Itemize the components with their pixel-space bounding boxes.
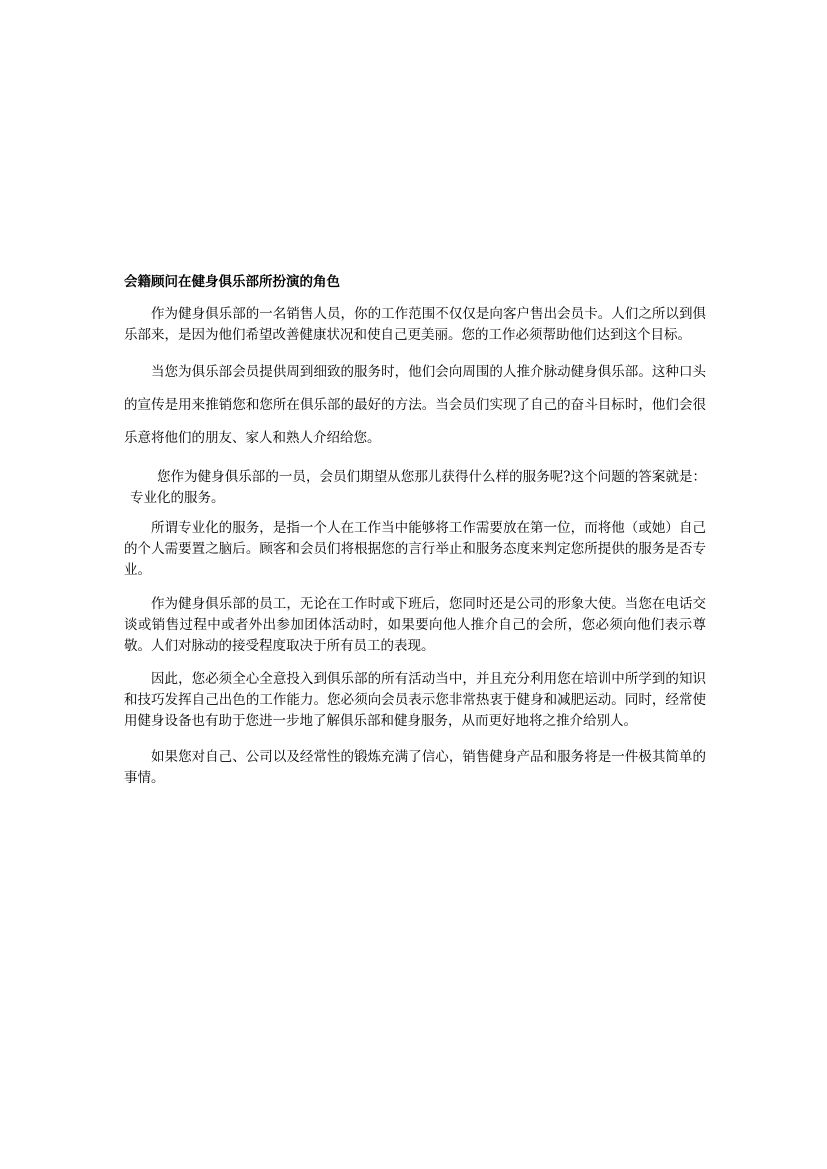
paragraph-7: 如果您对自己、公司以及经常性的锻炼充满了信心，销售健身产品和服务将是一件极其简单的事情。 (124, 749, 706, 786)
paragraph-5: 作为健身俱乐部的员工，无论在工作时或下班后，您同时还是公司的形象大使。当您在电话交谈或销售过程中或者外出参加团体活动时，如果要向他人推介自己的会所，您必须向他们表示尊敬。人们对脉动的接受程度取决于所有员工的表现。 (124, 596, 706, 654)
paragraph-3: 您作为健身俱乐部的一员，会员们期望从您那儿获得什么样的服务呢?这个问题的答案就是：专业化的服务。 (130, 469, 706, 506)
paragraph-2: 当您为俱乐部会员提供周到细致的服务时，他们会向周围的人推介脉动健身俱乐部。这种口头的宣传是用来推销您和您所在俱乐部的最好的方法。当会员们实现了自己的奋斗目标时，他们会很乐意将他们的朋友、家人和熟人介绍给您。 (124, 364, 706, 446)
paragraph-1: 作为健身俱乐部的一名销售人员，你的工作范围不仅仅是向客户售出会员卡。人们之所以到俱乐部来，是因为他们希望改善健康状况和使自己更美丽。您的工作必须帮助他们达到这个目标。 (124, 306, 706, 343)
document-page (124, 272, 706, 789)
paragraph-4: 所谓专业化的服务，是指一个人在工作当中能够将工作需要放在第一位，而将他（或她）自己的个人需要置之脑后。顾客和会员们将根据您的言行举止和服务态度来判定您所提供的服务是否专业。 (124, 520, 706, 578)
paragraph-6: 因此，您必须全心全意投入到俱乐部的所有活动当中，并且充分利用您在培训中所学到的知识和技巧发挥自己出色的工作能力。您必须向会员表示您非常热衷于健身和减肥运动。同时，经常使用健身设备也有助于您进一步地了解俱乐部和健身服务，从而更好地将之推介给别人。 (124, 671, 706, 729)
document-title: 会籍顾问在健身俱乐部所扮演的角色 (124, 274, 340, 290)
